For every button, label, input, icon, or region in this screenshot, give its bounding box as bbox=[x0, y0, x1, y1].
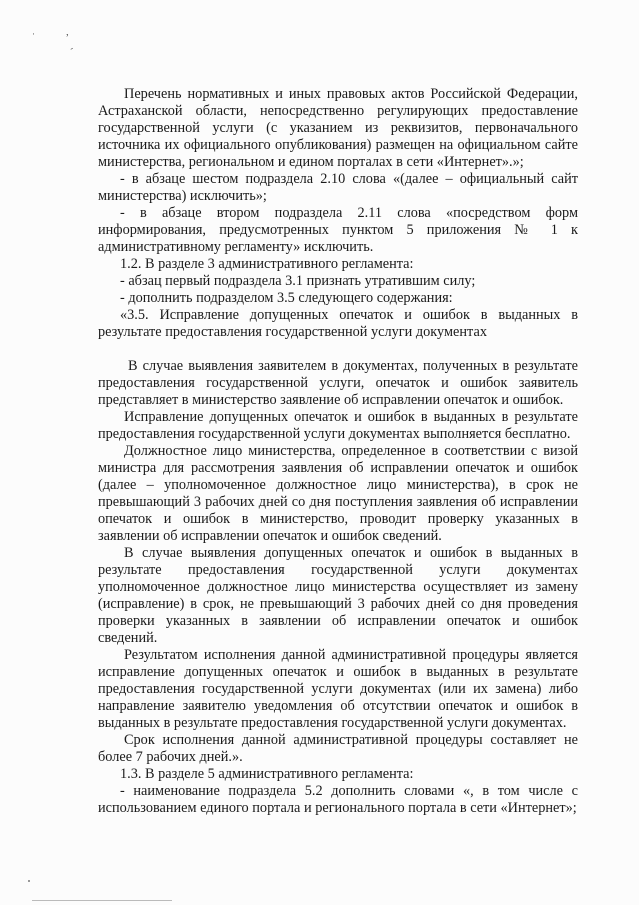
scan-artifact: - bbox=[67, 42, 76, 54]
paragraph: Исправление допущенных опечаток и ошибок в выданных в результате предоставления государственной услуги документах выполняется бесплатно. bbox=[98, 409, 578, 442]
paragraph: - в абзаце шестом подраздела 2.10 слова «(далее – официальный сайт министерства) исключить»; bbox=[98, 171, 578, 204]
scan-edge-line bbox=[32, 900, 172, 901]
paragraph: Срок исполнения данной административной процедуры составляет не более 7 рабочих дней.». bbox=[98, 732, 578, 765]
paragraph: Результатом исполнения данной административной процедуры является исправление допущенных опечаток и ошибок в выданных в результате предоставления государственной услуги документах (или их замена) либо направление заявителю уведомления об отсутствии опечаток и ошибок в выданных в результате предоставления государственной услуги документах. bbox=[98, 647, 578, 731]
scan-artifact: · bbox=[32, 29, 35, 39]
paragraph: 1.3. В разделе 5 административного регламента: bbox=[120, 766, 414, 782]
paragraph: - в абзаце втором подраздела 2.11 слова «посредством форм информирования, предусмотренных пунктом 5 приложения № 1 к административному регламенту» исключить. bbox=[98, 205, 578, 255]
scan-artifact: , bbox=[66, 26, 69, 38]
document-body bbox=[98, 86, 578, 817]
section-heading: «3.5. Исправление допущенных опечаток и ошибок в выданных в результате предоставления государственной услуги документах bbox=[98, 307, 578, 340]
paragraph: - наименование подраздела 5.2 дополнить словами «, в том числе с использованием единого портала и регионального портала в сети «Интернет»; bbox=[98, 783, 578, 816]
spacer bbox=[98, 341, 578, 358]
paragraph: Должностное лицо министерства, определенное в соответствии с визой министра для рассмотрения заявления об исправлении опечаток и ошибок (далее – уполномоченное должностное лицо министерства), в срок не превышающий 3 рабочих дней со дня поступления заявления об исправлении опечаток и ошибок в министерство, проводит проверку указанных в заявлении об исправлении опечаток и ошибок сведений. bbox=[98, 443, 578, 544]
paragraph: В случае выявления допущенных опечаток и ошибок в выданных в результате предоставления государственной услуги документах уполномоченное должностное лицо министерства осуществляет из замену (исправление) в срок, не превышающий 3 рабочих дней со дня проведения проверки указанных в заявлении об исправлении опечаток и ошибок сведений. bbox=[98, 545, 578, 646]
paragraph: - дополнить подразделом 3.5 следующего содержания: bbox=[120, 290, 453, 306]
paragraph: 1.2. В разделе 3 административного регламента: bbox=[120, 256, 414, 272]
paragraph: - абзац первый подраздела 3.1 признать утратившим силу; bbox=[120, 273, 476, 289]
paragraph: Перечень нормативных и иных правовых актов Российской Федерации, Астраханской области, непосредственно регулирующих предоставление государственной услуги (с указанием из реквизитов, первоначального источника их официального опубликования) размещен на официальном сайте министерства, региональном и едином порталах в сети «Интернет».»; bbox=[98, 86, 578, 170]
scan-artifact bbox=[28, 880, 30, 882]
paragraph: В случае выявления заявителем в документах, полученных в результате предоставления государственной услуги, опечаток и ошибок заявитель представляет в министерство заявление об исправлении опечаток и ошибок. bbox=[98, 358, 578, 408]
